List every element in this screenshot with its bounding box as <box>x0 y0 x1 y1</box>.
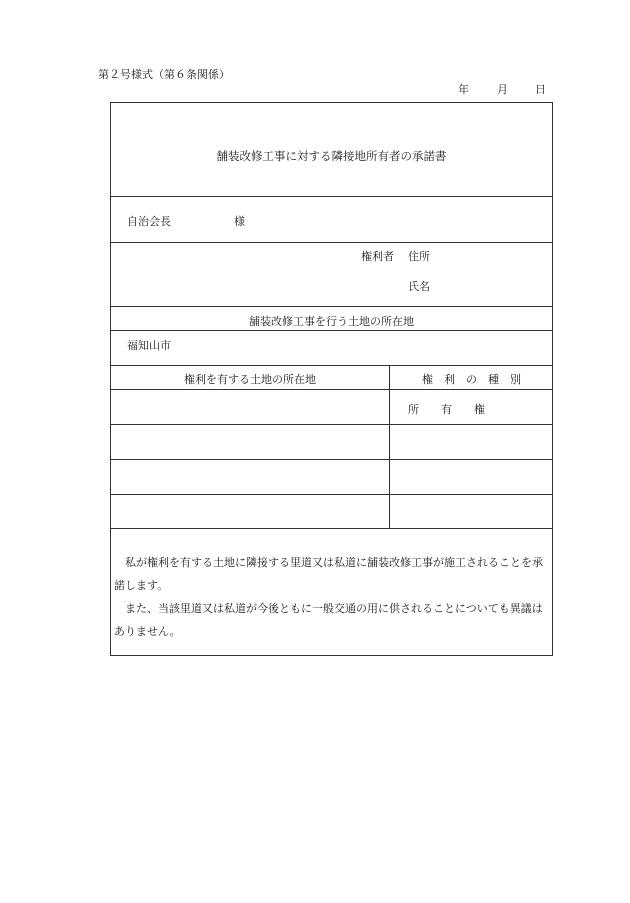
signatory-name-label: 氏名 <box>408 280 430 293</box>
divider <box>111 424 552 425</box>
divider <box>111 528 552 529</box>
divider <box>111 365 552 366</box>
consent-paragraph-2: また、当該里道又は私道が今後ともに一般交通の用に供されることについても異議はありません。 <box>114 602 543 638</box>
date-day-label: 日 <box>535 83 546 96</box>
divider <box>111 242 552 243</box>
addressee-name: 自治会長 <box>127 215 171 228</box>
date-month-label: 月 <box>497 83 508 96</box>
form-number-label: 第２号様式（第６条関係） <box>98 68 230 81</box>
table-column-divider <box>389 365 390 528</box>
divider <box>111 459 552 460</box>
divider <box>111 330 552 331</box>
table-header-land: 権利を有する土地の所在地 <box>184 373 316 386</box>
location-heading: 舗装改修工事を行う土地の所在地 <box>249 315 414 328</box>
consent-form <box>110 102 553 656</box>
divider <box>111 389 552 390</box>
date-year-label: 年 <box>458 83 469 96</box>
form-title: 舗装改修工事に対する隣接地所有者の承諾書 <box>216 149 447 163</box>
consent-paragraph-1: 私が権利を有する土地に隣接する里道又は私道に舗装改修工事が施工されることを承諾します。 <box>114 556 543 592</box>
table-header-right-type: 権 利 の 種 別 <box>422 373 521 386</box>
divider <box>111 306 552 307</box>
divider <box>111 494 552 495</box>
addressee-honorific: 様 <box>234 215 245 228</box>
location-value: 福知山市 <box>127 339 171 352</box>
signatory-role: 権利者 <box>361 250 394 263</box>
table-cell-right-type: 所 有 権 <box>408 403 485 416</box>
signatory-address-label: 住所 <box>408 250 430 263</box>
divider <box>111 196 552 197</box>
consent-text <box>114 551 552 643</box>
